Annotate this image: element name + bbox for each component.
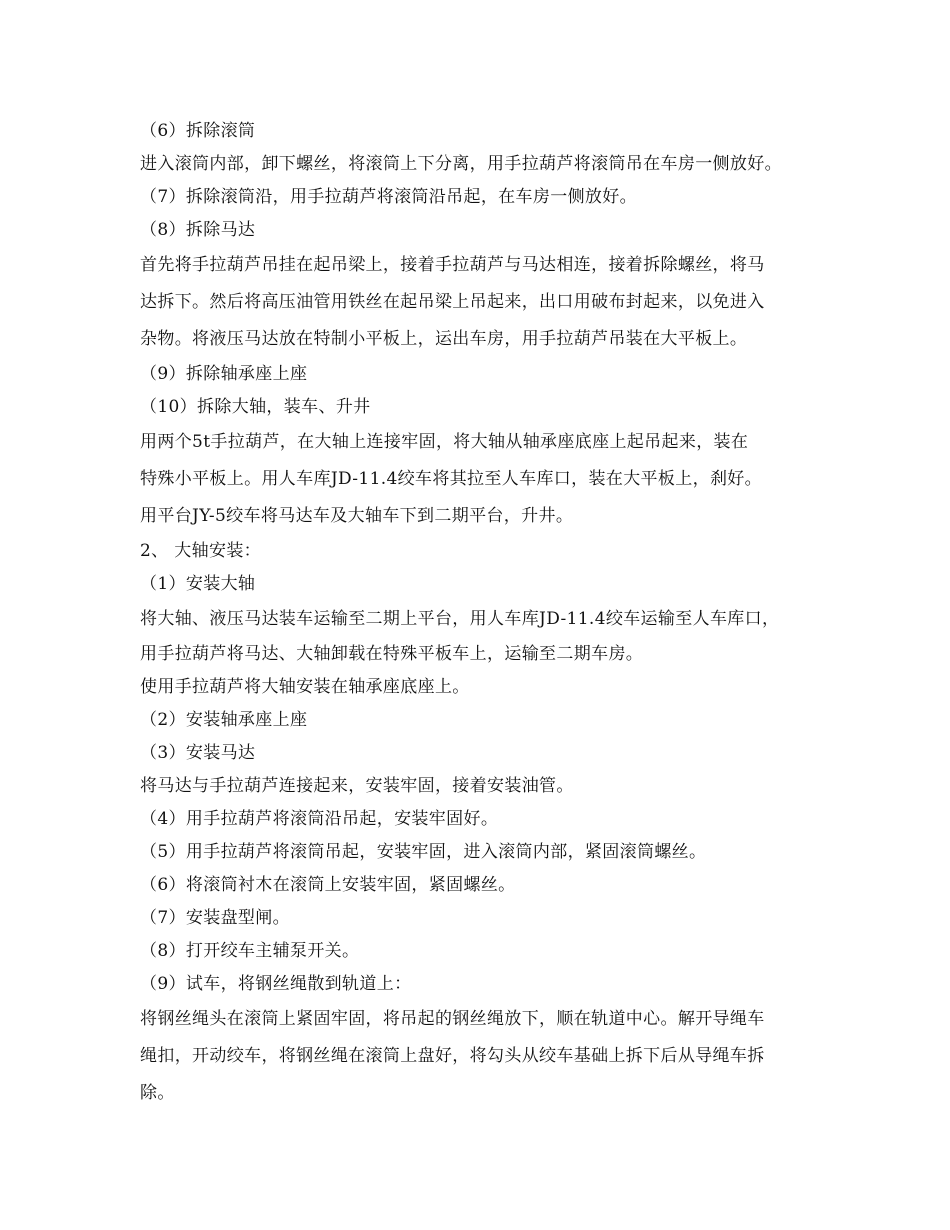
paragraph-line: 特殊小平板上。用人车库JD-11.4绞车将其拉至人车库口，装在大平板上，刹好。 [140, 469, 763, 489]
step-line: （6）将滚筒衬木在滚筒上安装牢固，紧固螺丝。 [140, 875, 516, 895]
paragraph-line: 用手拉葫芦将马达、大轴卸载在特殊平板车上，运输至二期车房。 [140, 644, 644, 664]
step-line: （9）试车，将钢丝绳散到轨道上： [140, 974, 412, 994]
section-heading-shaft-install: 2、 大轴安装： [140, 541, 262, 561]
heading-remove-main-shaft: （10）拆除大轴，装车、升井 [140, 397, 371, 417]
step-line: （8）打开绞车主辅泵开关。 [140, 941, 360, 961]
paragraph-line: 进入滚筒内部，卸下螺丝，将滚筒上下分离，用手拉葫芦将滚筒吊在车房一侧放好。 [140, 154, 782, 174]
paragraph-line: 除。 [140, 1083, 175, 1103]
paragraph-line: 将钢丝绳头在滚筒上紧固牢固，将吊起的钢丝绳放下，顺在轨道中心。解开导绳车 [140, 1009, 765, 1029]
paragraph-line: 用平台JY-5绞车将马达车及大轴车下到二期平台，升井。 [140, 506, 574, 526]
paragraph-line: 杂物。将液压马达放在特制小平板上，运出车房，用手拉葫芦吊装在大平板上。 [140, 329, 748, 349]
paragraph-line: 使用手拉葫芦将大轴安装在轴承座底座上。 [140, 677, 470, 697]
heading-install-motor: （3）安装马达 [140, 743, 256, 763]
paragraph-line: 将大轴、液压马达装车运输至二期上平台，用人车库JD-11.4绞车运输至人车库口， [140, 609, 780, 629]
heading-install-bearing-cap: （2）安装轴承座上座 [140, 710, 308, 730]
paragraph-line: 将马达与手拉葫芦连接起来，安装牢固，接着安装油管。 [140, 776, 574, 796]
heading-install-shaft: （1）安装大轴 [140, 574, 256, 594]
step-line: （4）用手拉葫芦将滚筒沿吊起，安装牢固好。 [140, 809, 499, 829]
step-line: （7）安装盘型闸。 [140, 908, 290, 928]
paragraph-line: 用两个5t手拉葫芦，在大轴上连接牢固，将大轴从轴承座底座上起吊起来，装在 [140, 432, 749, 452]
heading-remove-drum-rim: （7）拆除滚筒沿，用手拉葫芦将滚筒沿吊起，在车房一侧放好。 [140, 187, 637, 207]
document-body [140, 115, 830, 1112]
paragraph-line: 达拆下。然后将高压油管用铁丝在起吊梁上吊起来，出口用破布封起来，以免进入 [140, 292, 765, 312]
step-line: （5）用手拉葫芦将滚筒吊起，安装牢固，进入滚筒内部，紧固滚筒螺丝。 [140, 842, 707, 862]
paragraph-line: 绳扣，开动绞车，将钢丝绳在滚筒上盘好，将勾头从绞车基础上拆下后从导绳车拆 [140, 1046, 765, 1066]
heading-remove-motor: （8）拆除马达 [140, 220, 256, 240]
heading-remove-drum: （6）拆除滚筒 [140, 121, 256, 141]
heading-remove-bearing-cap: （9）拆除轴承座上座 [140, 364, 308, 384]
paragraph-line: 首先将手拉葫芦吊挂在起吊梁上，接着手拉葫芦与马达相连，接着拆除螺丝，将马 [140, 255, 765, 275]
